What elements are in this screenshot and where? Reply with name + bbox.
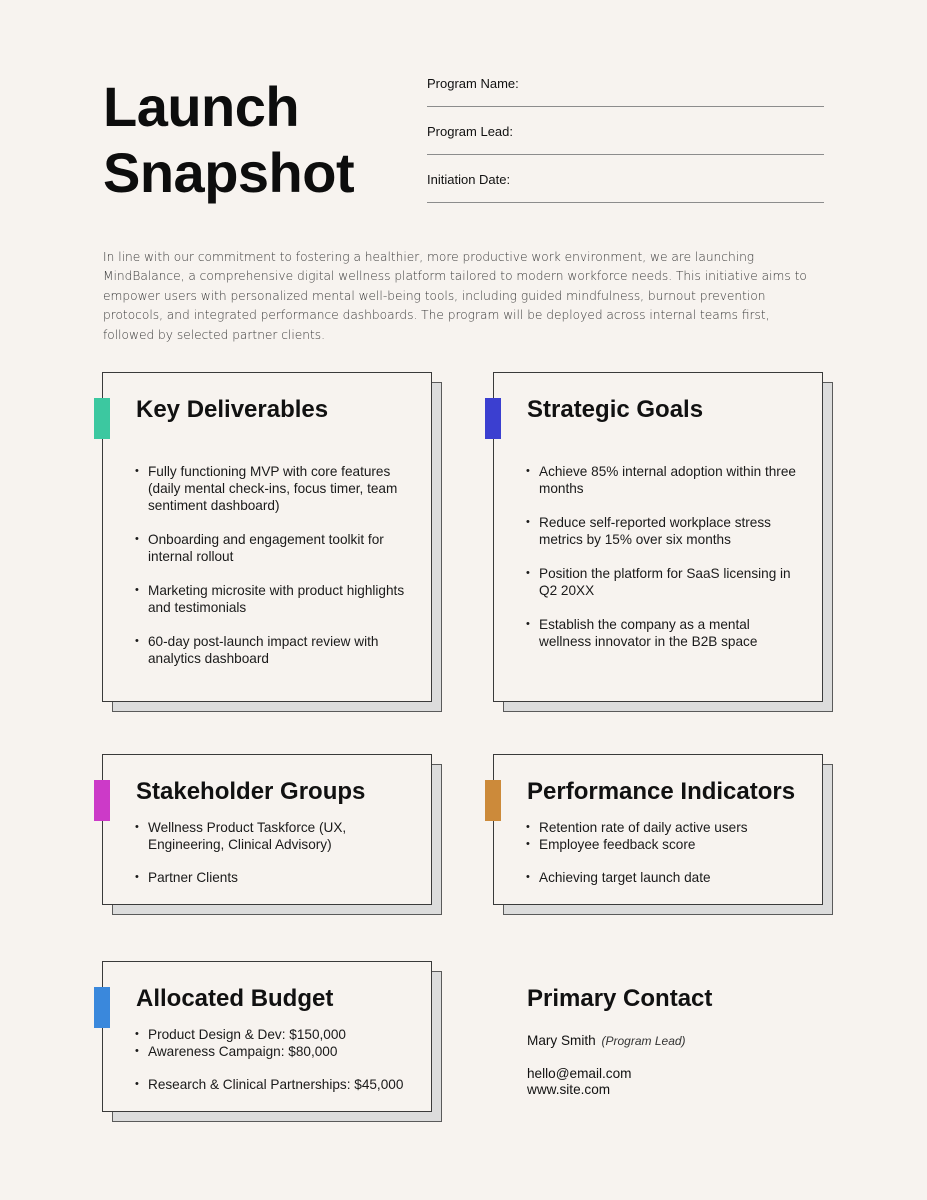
- performance-indicators-card: [493, 754, 823, 905]
- page-title-line-2: Snapshot: [103, 141, 355, 204]
- program-info-fields: [427, 60, 824, 204]
- list-item: • Research & Clinical Partnerships: $45,000: [135, 1076, 413, 1093]
- indicators-list: [526, 819, 804, 886]
- contact-title: Primary Contact: [527, 985, 713, 1012]
- card-title: Allocated Budget: [136, 985, 334, 1012]
- contact-website[interactable]: www.site.com: [527, 1082, 611, 1097]
- list-item: • 60-day post-launch impact review with analytics dashboard: [135, 633, 413, 667]
- list-item: • Wellness Product Taskforce (UX, Engineering, Clinical Advisory): [135, 819, 413, 853]
- accent-tab: [94, 780, 110, 821]
- strategic-goals-card: [493, 372, 823, 702]
- accent-tab: [94, 398, 110, 439]
- card-body: [493, 372, 823, 702]
- card-title: Stakeholder Groups: [136, 778, 366, 805]
- contact-name-line: [527, 1033, 827, 1048]
- primary-contact: [527, 985, 827, 1098]
- card-title: Key Deliverables: [136, 396, 329, 423]
- contact-name: Mary Smith: [527, 1033, 596, 1048]
- initiation-date-field[interactable]: [427, 156, 824, 203]
- stakeholder-groups-card: [102, 754, 432, 905]
- list-item: • Achieve 85% internal adoption within three months: [526, 463, 804, 497]
- card-title: Performance Indicators: [527, 778, 796, 805]
- list-item: • Awareness Campaign: $80,000: [135, 1043, 413, 1060]
- contact-role: (Program Lead): [601, 1034, 686, 1048]
- list-item: • Product Design & Dev: $150,000: [135, 1026, 413, 1043]
- list-item: • Retention rate of daily active users: [526, 819, 804, 836]
- budget-list: [135, 1026, 413, 1093]
- card-title: Strategic Goals: [527, 396, 704, 423]
- goals-list: [526, 463, 804, 650]
- page-title-line-1: Launch: [103, 75, 300, 138]
- card-body: [102, 372, 432, 702]
- card-body: [102, 754, 432, 905]
- stakeholders-list: [135, 819, 413, 886]
- list-item: • Partner Clients: [135, 869, 413, 886]
- list-item: • Marketing microsite with product highlights and testimonials: [135, 582, 413, 616]
- program-name-field[interactable]: [427, 60, 824, 107]
- list-item: • Employee feedback score: [526, 836, 804, 853]
- accent-tab: [94, 987, 110, 1028]
- list-item: • Onboarding and engagement toolkit for internal rollout: [135, 531, 413, 565]
- program-lead-label: Program Lead:: [427, 124, 513, 139]
- card-body: [493, 754, 823, 905]
- program-name-label: Program Name:: [427, 76, 519, 91]
- program-lead-field[interactable]: [427, 108, 824, 155]
- accent-tab: [485, 398, 501, 439]
- initiation-date-label: Initiation Date:: [427, 172, 511, 187]
- deliverables-list: [135, 463, 413, 667]
- intro-paragraph: In line with our commitment to fostering a healthier, more productive work environment, we are launching MindBalance, a comprehensive digital wellness platform tailored to modern workforce needs. This initiative aims to empower users with personalized mental well-being tools, including guided mindfulness, burnout prevention protocols, and integrated performance dashboards. The program will be deployed across internal teams first, followed by selected partner clients.: [103, 250, 807, 342]
- contact-email[interactable]: hello@email.com: [527, 1066, 632, 1081]
- card-body: [102, 961, 432, 1112]
- allocated-budget-card: [102, 961, 432, 1112]
- key-deliverables-card: [102, 372, 432, 702]
- page-title: [103, 74, 354, 206]
- accent-tab: [485, 780, 501, 821]
- list-item: • Position the platform for SaaS licensing in Q2 20XX: [526, 565, 804, 599]
- list-item: • Achieving target launch date: [526, 869, 804, 886]
- list-item: • Fully functioning MVP with core features (daily mental check-ins, focus timer, team sentiment dashboard): [135, 463, 413, 514]
- list-item: • Establish the company as a mental wellness innovator in the B2B space: [526, 616, 804, 650]
- list-item: • Reduce self-reported workplace stress metrics by 15% over six months: [526, 514, 804, 548]
